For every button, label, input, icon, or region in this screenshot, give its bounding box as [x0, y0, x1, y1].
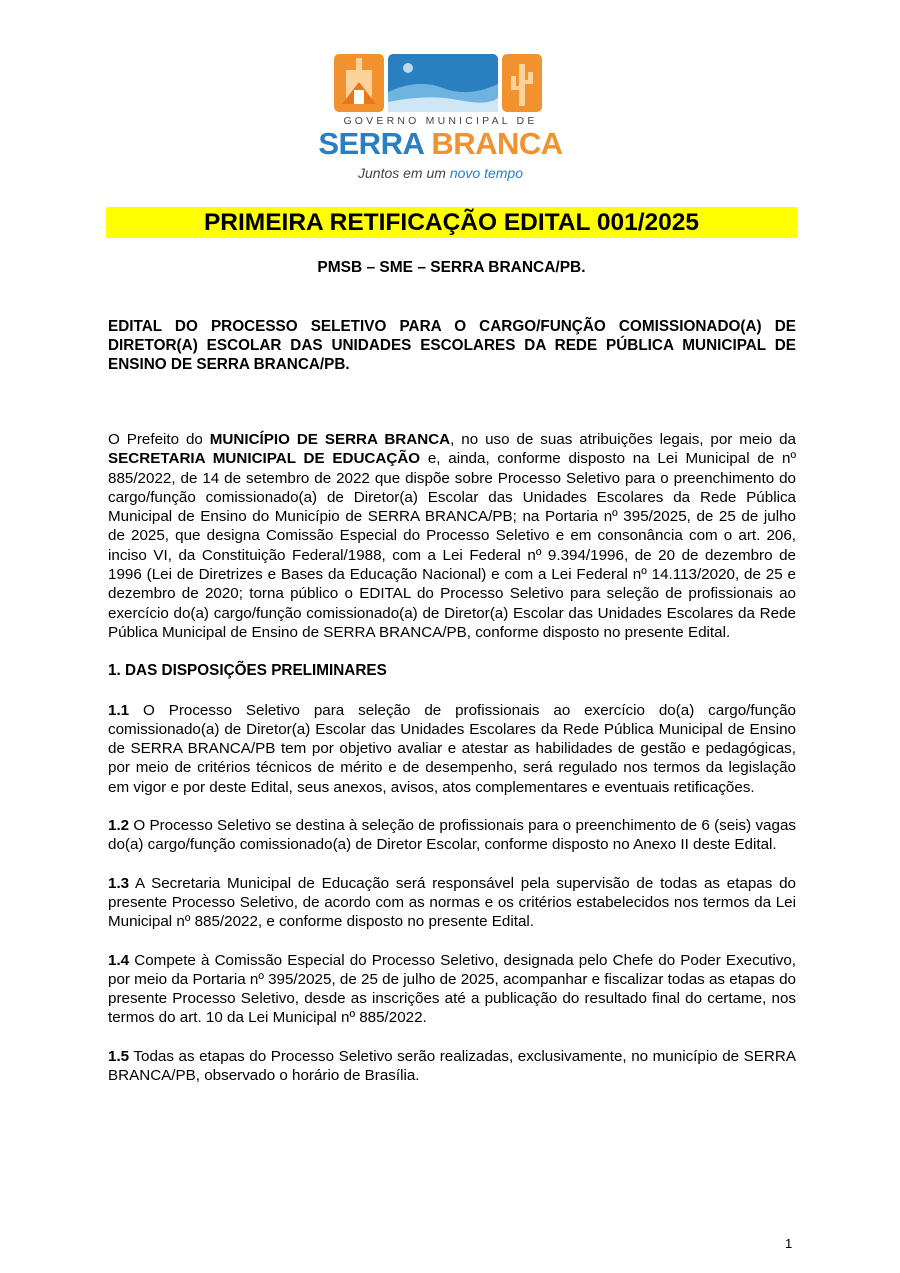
intro-bold-secretaria: SECRETARIA MUNICIPAL DE EDUCAÇÃO [108, 450, 421, 468]
logo-slogan [298, 165, 583, 181]
logo-government-label: GOVERNO MUNICIPAL DE [343, 115, 538, 127]
intro-paragraph [108, 430, 796, 642]
document-body [108, 430, 796, 1104]
logo-slogan-part2: novo tempo [449, 165, 523, 181]
clause-number: 1.1 [108, 701, 130, 719]
clause-number: 1.4 [108, 951, 130, 969]
clause-text: Todas as etapas do Processo Seletivo serão realizadas, exclusivamente, no município de SERRA BRANCA/PB, observado o horário de Brasília. [108, 1047, 796, 1085]
edital-heading: EDITAL DO PROCESSO SELETIVO PARA O CARGO/FUNÇÃO COMISSIONADO(A) DE DIRETOR(A) ESCOLAR DAS UNIDADES ESCOLARES DA REDE PÚBLICA MUNICIPAL DE ENSINO DE SERRA BRANCA/PB. [108, 318, 796, 373]
intro-text-1: O Prefeito do [108, 431, 210, 448]
logo-emblem [298, 48, 583, 114]
clause-number: 1.3 [108, 874, 130, 892]
clause-text: O Processo Seletivo se destina à seleção de profissionais para o preenchimento de 6 (seis) vagas do(a) cargo/função comissionado(a) de Diretor Escolar, conforme disposto no Anexo II deste Edital. [108, 817, 796, 854]
document-title: PRIMEIRA RETIFICAÇÃO EDITAL 001/2025 [106, 207, 797, 238]
clause-1-1 [108, 701, 796, 797]
municipal-logo [298, 48, 583, 186]
page-number: 1 [785, 1236, 793, 1251]
clause-1-4 [108, 951, 796, 1028]
logo-slogan-part1: Juntos em um [358, 165, 446, 181]
clause-number: 1.5 [108, 1047, 130, 1065]
logo-municipality-name [298, 126, 583, 162]
clause-1-2 [108, 816, 796, 855]
clause-text: A Secretaria Municipal de Educação será responsável pela supervisão de todas as etapas do presente Processo Seletivo, de acordo com as normas e os critérios estabelecidos nos termos da Lei Municipal nº 885/2022, e conforme disposto no presente Edital. [108, 874, 796, 931]
intro-text-3: e, ainda, conforme disposto na Lei Municipal de nº 885/2022, de 14 de setembro de 2022 que dispõe sobre Processo Seletivo para o preenchimento do cargo/função comissionado(a) de Diretor(a) Escolar das Unidades Escolares da Rede Pública Municipal de Ensino do Município de SERRA BRANCA/PB; na Portaria nº 395/2025, de 25 de julho de 2025, que designa Comissão Especial do Processo Seletivo e em consonância com o art. 206, inciso VI, da Constituição Federal/1988, com a Lei Federal nº 9.394/1996, de 20 de dezembro de 1996 (Lei de Diretrizes e Bases da Educação Nacional) e com a Lei Federal nº 14.113/2020, de 25 e dezembro de 2020; torna público o EDITAL do Processo Seletivo para seleção de profissionais ao exercício do(a) cargo/função comissionado(a) de Diretor(a) Escolar das Unidades Escolares da Rede Pública Municipal de Ensino de SERRA BRANCA/PB, conforme disposto no presente Edital. [108, 450, 796, 641]
intro-bold-municipio: MUNICÍPIO DE SERRA BRANCA [209, 431, 451, 448]
section-heading: 1. DAS DISPOSIÇÕES PRELIMINARES [108, 662, 387, 680]
document-subtitle: PMSB – SME – SERRA BRANCA/PB. [317, 259, 586, 276]
clause-text: O Processo Seletivo para seleção de profissionais ao exercício do(a) cargo/função comissionado(a) de Diretor(a) Escolar das Unidades Escolares da Rede Pública Municipal de Ensino de SERRA BRANCA/PB tem por objetivo avaliar e atestar as habilidades de gestão e pedagógicas, por meio de critérios técnicos de mérito e de desempenho, será regulado nos termos da legislação em vigor e por deste Edital, seus anexos, avisos, atos complementares e eventuais retificações. [108, 701, 796, 796]
clause-number: 1.2 [108, 817, 130, 835]
clause-text: Compete à Comissão Especial do Processo Seletivo, designada pelo Chefe do Poder Executivo, por meio da Portaria nº 395/2025, de 25 de julho de 2025, acompanhar e fiscalizar todas as etapas do presente Processo Seletivo, desde as inscrições até a publicação do resultado final do certame, nos termos do art. 10 da Lei Municipal nº 885/2022. [108, 951, 796, 1027]
clause-1-3 [108, 874, 796, 932]
logo-name-serra: SERRA [318, 126, 424, 161]
logo-name-branca: BRANCA [431, 126, 563, 161]
intro-text-2: , no uso de suas atribuições legais, por meio da [450, 431, 796, 448]
clause-1-5 [108, 1047, 796, 1086]
